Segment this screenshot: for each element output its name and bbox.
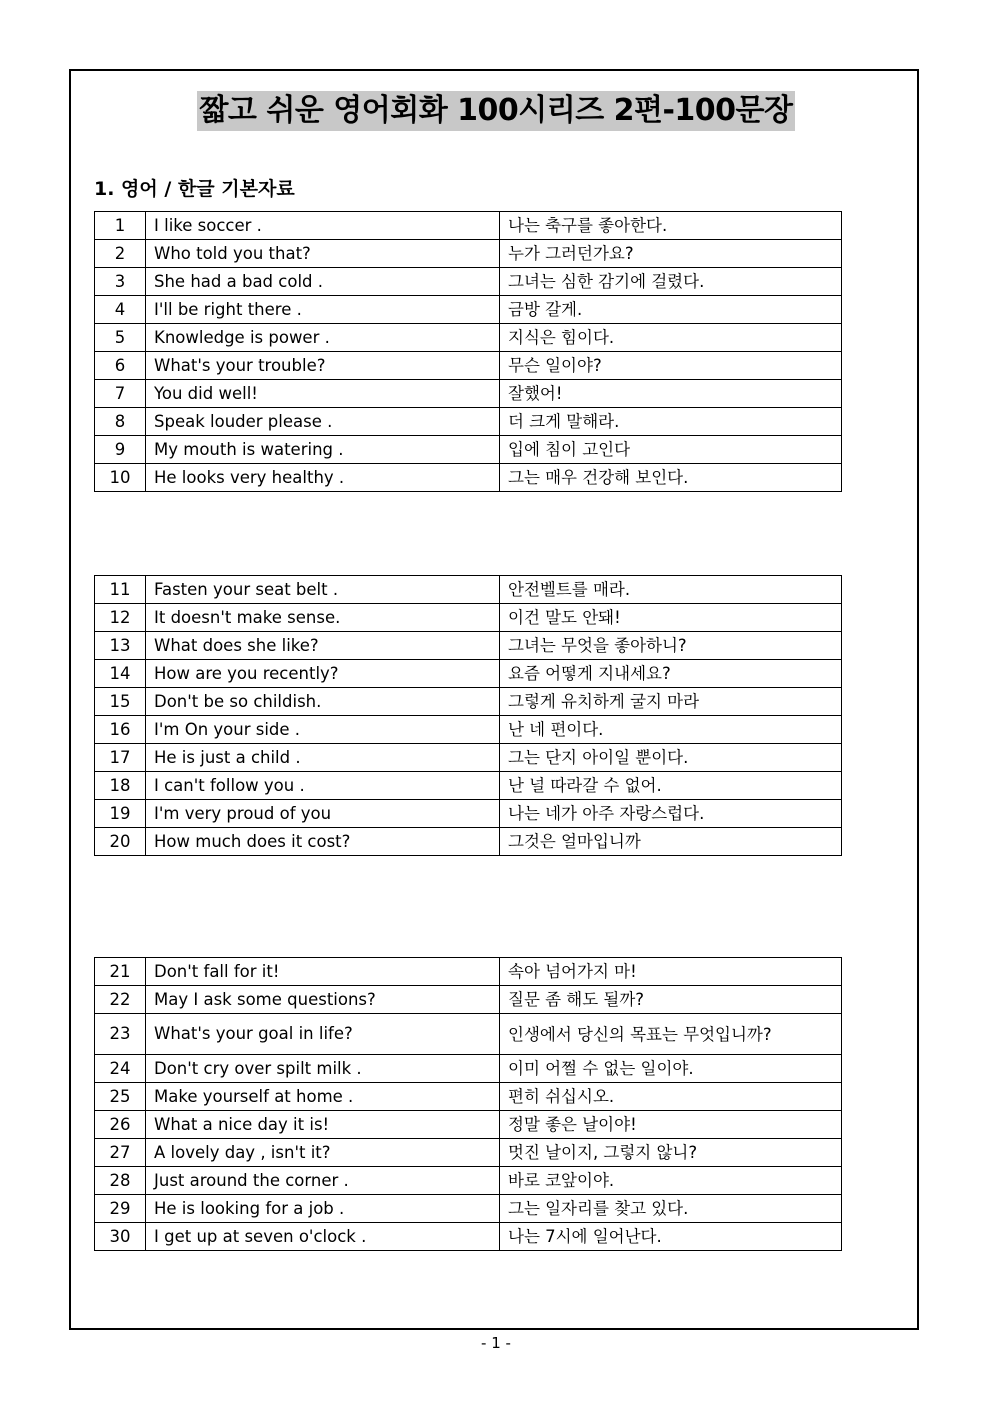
table-row <box>95 744 842 772</box>
table-row <box>95 380 842 408</box>
english-phrase: Don't cry over spilt milk . <box>146 1055 500 1083</box>
table-row <box>95 800 842 828</box>
table-row <box>95 212 842 240</box>
table-row <box>95 324 842 352</box>
english-phrase: I'm very proud of you <box>146 800 500 828</box>
table-row <box>95 576 842 604</box>
english-phrase: What does she like? <box>146 632 500 660</box>
english-phrase: I'll be right there . <box>146 296 500 324</box>
english-phrase: I'm On your side . <box>146 716 500 744</box>
table-row <box>95 240 842 268</box>
table-row <box>95 604 842 632</box>
english-phrase: I can't follow you . <box>146 772 500 800</box>
table-row <box>95 1139 842 1167</box>
row-number: 2 <box>95 240 146 268</box>
row-number: 26 <box>95 1111 146 1139</box>
korean-translation: 그는 매우 건강해 보인다. <box>500 464 842 492</box>
english-phrase: Fasten your seat belt . <box>146 576 500 604</box>
row-number: 7 <box>95 380 146 408</box>
row-number: 1 <box>95 212 146 240</box>
row-number: 18 <box>95 772 146 800</box>
table-row <box>95 632 842 660</box>
korean-translation: 입에 침이 고인다 <box>500 436 842 464</box>
row-number: 23 <box>95 1014 146 1055</box>
row-number: 14 <box>95 660 146 688</box>
table-row <box>95 296 842 324</box>
english-phrase: He is just a child . <box>146 744 500 772</box>
english-phrase: He looks very healthy . <box>146 464 500 492</box>
korean-translation: 난 널 따라갈 수 없어. <box>500 772 842 800</box>
row-number: 6 <box>95 352 146 380</box>
row-number: 17 <box>95 744 146 772</box>
table-row <box>95 772 842 800</box>
english-phrase: Knowledge is power . <box>146 324 500 352</box>
english-phrase: How much does it cost? <box>146 828 500 856</box>
row-number: 30 <box>95 1223 146 1251</box>
row-number: 13 <box>95 632 146 660</box>
row-number: 22 <box>95 986 146 1014</box>
korean-translation: 멋진 날이지, 그렇지 않니? <box>500 1139 842 1167</box>
english-phrase: A lovely day , isn't it? <box>146 1139 500 1167</box>
korean-translation: 질문 좀 해도 될까? <box>500 986 842 1014</box>
korean-translation: 나는 7시에 일어난다. <box>500 1223 842 1251</box>
korean-translation: 정말 좋은 날이야! <box>500 1111 842 1139</box>
english-phrase: Don't fall for it! <box>146 958 500 986</box>
korean-translation: 그녀는 무엇을 좋아하니? <box>500 632 842 660</box>
table-row <box>95 1111 842 1139</box>
table-row <box>95 1055 842 1083</box>
korean-translation: 나는 네가 아주 자랑스럽다. <box>500 800 842 828</box>
row-number: 8 <box>95 408 146 436</box>
english-phrase: I get up at seven o'clock . <box>146 1223 500 1251</box>
english-phrase: I like soccer . <box>146 212 500 240</box>
english-phrase: Don't be so childish. <box>146 688 500 716</box>
korean-translation: 그는 일자리를 찾고 있다. <box>500 1195 842 1223</box>
korean-translation: 누가 그러던가요? <box>500 240 842 268</box>
korean-translation: 인생에서 당신의 목표는 무엇입니까? <box>500 1014 842 1055</box>
table-row <box>95 688 842 716</box>
english-phrase: What a nice day it is! <box>146 1111 500 1139</box>
table-row <box>95 1167 842 1195</box>
table-row <box>95 660 842 688</box>
table-row <box>95 828 842 856</box>
row-number: 3 <box>95 268 146 296</box>
table-row <box>95 464 842 492</box>
english-phrase: It doesn't make sense. <box>146 604 500 632</box>
korean-translation: 그는 단지 아이일 뿐이다. <box>500 744 842 772</box>
row-number: 29 <box>95 1195 146 1223</box>
row-number: 9 <box>95 436 146 464</box>
english-phrase: Who told you that? <box>146 240 500 268</box>
table-row <box>95 1014 842 1055</box>
row-number: 16 <box>95 716 146 744</box>
phrase-table-3 <box>94 957 842 1251</box>
table-row <box>95 716 842 744</box>
korean-translation: 그렇게 유치하게 굴지 마라 <box>500 688 842 716</box>
english-phrase: Just around the corner . <box>146 1167 500 1195</box>
table-row <box>95 986 842 1014</box>
korean-translation: 무슨 일이야? <box>500 352 842 380</box>
korean-translation: 그녀는 심한 감기에 걸렸다. <box>500 268 842 296</box>
english-phrase: What's your trouble? <box>146 352 500 380</box>
row-number: 28 <box>95 1167 146 1195</box>
english-phrase: Speak louder please . <box>146 408 500 436</box>
row-number: 4 <box>95 296 146 324</box>
row-number: 27 <box>95 1139 146 1167</box>
row-number: 5 <box>95 324 146 352</box>
row-number: 24 <box>95 1055 146 1083</box>
english-phrase: Make yourself at home . <box>146 1083 500 1111</box>
korean-translation: 그것은 얼마입니까 <box>500 828 842 856</box>
row-number: 25 <box>95 1083 146 1111</box>
phrase-table-2 <box>94 575 842 856</box>
korean-translation: 이건 말도 안돼! <box>500 604 842 632</box>
korean-translation: 요즘 어떻게 지내세요? <box>500 660 842 688</box>
korean-translation: 금방 갈게. <box>500 296 842 324</box>
table-row <box>95 958 842 986</box>
korean-translation: 편히 쉬십시오. <box>500 1083 842 1111</box>
table-row <box>95 268 842 296</box>
korean-translation: 속아 넘어가지 마! <box>500 958 842 986</box>
document-title-block <box>0 90 992 131</box>
korean-translation: 바로 코앞이야. <box>500 1167 842 1195</box>
row-number: 21 <box>95 958 146 986</box>
row-number: 19 <box>95 800 146 828</box>
english-phrase: He is looking for a job . <box>146 1195 500 1223</box>
korean-translation: 잘했어! <box>500 380 842 408</box>
page-number: - 1 - <box>481 1334 511 1352</box>
row-number: 20 <box>95 828 146 856</box>
english-phrase: May I ask some questions? <box>146 986 500 1014</box>
korean-translation: 이미 어쩔 수 없는 일이야. <box>500 1055 842 1083</box>
table-row <box>95 436 842 464</box>
table-row <box>95 1195 842 1223</box>
korean-translation: 나는 축구를 좋아한다. <box>500 212 842 240</box>
document-title: 짧고 쉬운 영어회화 100시리즈 2편-100문장 <box>197 91 794 131</box>
english-phrase: My mouth is watering . <box>146 436 500 464</box>
row-number: 11 <box>95 576 146 604</box>
table-row <box>95 1083 842 1111</box>
korean-translation: 더 크게 말해라. <box>500 408 842 436</box>
korean-translation: 지식은 힘이다. <box>500 324 842 352</box>
section-heading: 1. 영어 / 한글 기본자료 <box>94 178 295 200</box>
table-row <box>95 352 842 380</box>
table-row <box>95 408 842 436</box>
row-number: 12 <box>95 604 146 632</box>
korean-translation: 안전벨트를 매라. <box>500 576 842 604</box>
table-row <box>95 1223 842 1251</box>
english-phrase: How are you recently? <box>146 660 500 688</box>
english-phrase: She had a bad cold . <box>146 268 500 296</box>
english-phrase: What's your goal in life? <box>146 1014 500 1055</box>
phrase-table-1 <box>94 211 842 492</box>
korean-translation: 난 네 편이다. <box>500 716 842 744</box>
row-number: 10 <box>95 464 146 492</box>
row-number: 15 <box>95 688 146 716</box>
english-phrase: You did well! <box>146 380 500 408</box>
